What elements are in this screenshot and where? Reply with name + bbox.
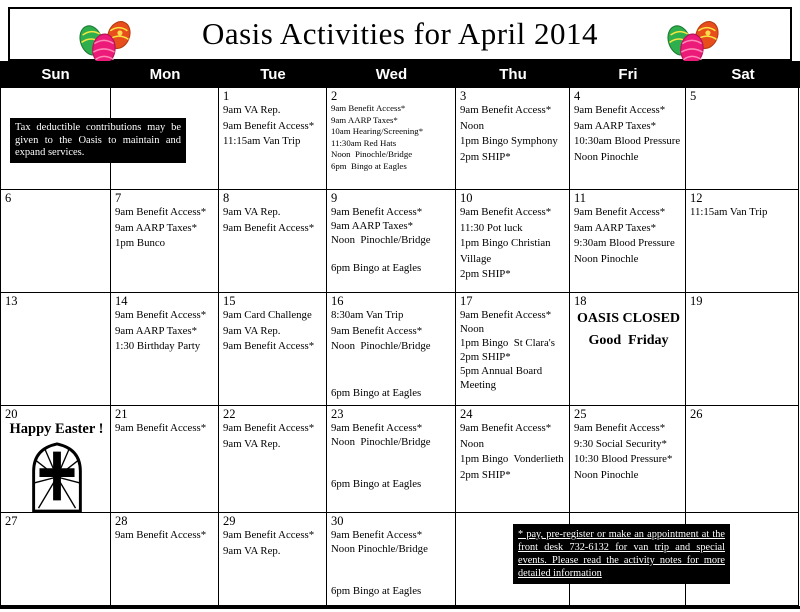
event: 1:30 Birthday Party: [115, 340, 201, 352]
event: 10:30am Blood Pressure: [574, 135, 681, 147]
calendar-cell-5: [686, 88, 799, 190]
event: 9am AARP Taxes*: [115, 221, 198, 234]
calendar-cell-4: [570, 88, 686, 190]
event: 9am Benefit Access*: [460, 104, 552, 116]
event: 6pm Bingo at Eagles: [331, 386, 422, 399]
date-number: 25: [574, 407, 587, 421]
calendar-cell-19: [686, 293, 799, 406]
event: Noon Pinochle/Bridge: [331, 543, 428, 555]
event: Noon Pinochle: [574, 468, 639, 481]
event: Noon: [460, 323, 484, 335]
easter-eggs-icon: [72, 18, 138, 66]
calendar-cell-20: [1, 406, 111, 513]
event: 9am VA Rep.: [223, 104, 281, 116]
event: 9am VA Rep.: [223, 437, 281, 450]
calendar-cell-22: [219, 406, 327, 513]
weekday-sat: Sat: [731, 66, 755, 83]
calendar-cell-2: [327, 88, 456, 190]
date-number: 30: [331, 514, 344, 528]
event: [331, 247, 453, 261]
date-number: 9: [331, 191, 338, 205]
event: 9:30 Social Security*: [574, 437, 667, 450]
event: Noon: [460, 437, 484, 450]
event: 9am Benefit Access*: [574, 206, 666, 218]
event: 9am Benefit Access*: [331, 206, 423, 218]
event: 9am VA Rep.: [223, 544, 281, 557]
title-banner: [8, 7, 792, 61]
page-title: Oasis Activities for April 2014: [201, 16, 599, 51]
event: 9am AARP Taxes*: [115, 324, 198, 337]
date-number: 28: [115, 514, 128, 528]
event: 11:30am Red Hats: [331, 137, 397, 148]
event: 6pm Bingo at Eagles: [331, 478, 422, 490]
date-number: 21: [115, 407, 128, 421]
date-number: 26: [690, 407, 703, 421]
event: 9am Benefit Access*: [460, 206, 552, 218]
event: Noon: [460, 119, 484, 132]
date-number: 23: [331, 407, 344, 421]
event: 9am Benefit Access*: [223, 529, 315, 541]
calendar-cell-14: [111, 293, 219, 406]
event: 9am Benefit Access*: [574, 104, 666, 116]
event: 5pm Annual Board Meeting: [460, 365, 545, 391]
event: 9am AARP Taxes*: [574, 221, 657, 234]
weekday-thu: Thu: [499, 66, 527, 83]
event: 9am Benefit Access*: [331, 422, 423, 434]
event: Noon Pinochle: [574, 150, 639, 163]
date-number: 8: [223, 191, 230, 205]
event: 1pm Bingo Vonderlieth: [460, 453, 564, 465]
cross-window-icon: [29, 440, 85, 513]
calendar-cell-13: [1, 293, 111, 406]
date-number: 13: [5, 294, 18, 308]
date-number: 18: [574, 294, 587, 308]
weekday-fri: Fri: [618, 66, 638, 83]
event: 1pm Bingo Christian Village: [460, 237, 554, 265]
date-number: 15: [223, 294, 236, 308]
weekday-sun: Sun: [41, 66, 70, 83]
calendar-cell-25: [570, 406, 686, 513]
calendar-cell-17: [456, 293, 570, 406]
calendar-cell-15: [219, 293, 327, 406]
event: [331, 570, 453, 584]
event: 6pm Bingo at Eagles: [331, 585, 422, 597]
event: 9am Benefit Access*: [460, 422, 552, 434]
date-number: 11: [574, 191, 587, 205]
event: 9am Benefit Access*: [460, 309, 552, 321]
calendar-cell-18: [570, 293, 686, 406]
date-number: 5: [690, 89, 697, 103]
date-number: 10: [460, 191, 473, 205]
event: Noon Pinochle: [574, 252, 639, 265]
calendar-cell-29: [219, 513, 327, 606]
calendar-cell-7: [111, 190, 219, 293]
date-number: 22: [223, 407, 236, 421]
date-number: 24: [460, 407, 473, 421]
event: 11:30 Pot luck: [460, 221, 523, 234]
calendar-cell-12: [686, 190, 799, 293]
easter-heading: Happy Easter !: [9, 421, 104, 437]
date-number: 20: [5, 407, 18, 421]
date-number: 29: [223, 514, 236, 528]
event: 2pm SHIP*: [460, 468, 511, 481]
event: 8:30am Van Trip: [331, 309, 404, 321]
calendar-cell-9: [327, 190, 456, 293]
cross-window-wrap: [5, 440, 108, 513]
event: 11:15am Van Trip: [690, 206, 768, 218]
calendar-cell-28: [111, 513, 219, 606]
event: 9am VA Rep.: [223, 206, 281, 218]
event: Noon Pinochle/Bridge: [331, 436, 431, 448]
date-number: 7: [115, 191, 122, 205]
event: 9am AARP Taxes*: [331, 220, 414, 232]
date-number: 14: [115, 294, 128, 308]
date-number: 16: [331, 294, 344, 308]
event: OASIS CLOSED: [576, 311, 681, 326]
event: 10am Hearing/Screening*: [331, 126, 424, 136]
date-number: 2: [331, 89, 338, 103]
event: 2pm SHIP*: [460, 150, 511, 163]
calendar-cell-6: [1, 190, 111, 293]
event: Noon Pinochle/Bridge: [331, 149, 413, 159]
event: Good Friday: [588, 333, 669, 348]
event: 9am Benefit Access*: [115, 422, 207, 434]
footer-note: * pay, pre-register or make an appointment at the front desk 732-6132 for van trip and special events. Please read the activity notes for more detailed information: [513, 524, 730, 584]
event: [331, 556, 453, 570]
date-number: 17: [460, 294, 473, 308]
event: 9am Benefit Access*: [223, 422, 315, 434]
date-number: 27: [5, 514, 18, 528]
event: [331, 449, 453, 463]
weekday-mon: Mon: [149, 66, 181, 83]
event: 9am Benefit Access*: [331, 103, 406, 113]
event: 6pm Bingo at Eagles: [331, 160, 407, 171]
calendar-cell-30: [327, 513, 456, 606]
event: [331, 370, 453, 386]
easter-eggs-icon: [660, 18, 726, 66]
calendar-cell-11: [570, 190, 686, 293]
date-number: 1: [223, 89, 230, 103]
event: 2pm SHIP*: [460, 268, 511, 280]
event: 9am VA Rep.: [223, 324, 281, 337]
event: 10:30 Blood Pressure*: [574, 453, 673, 465]
calendar-cell-8: [219, 190, 327, 293]
date-number: 3: [460, 89, 467, 103]
event: 9am Card Challenge: [223, 309, 312, 321]
calendar-cell-21: [111, 406, 219, 513]
event: 9am Benefit Access*: [115, 529, 207, 541]
event: 1pm Bingo St Clara's: [460, 337, 555, 349]
event: 9am Benefit Access*: [223, 119, 315, 132]
event: 2pm SHIP*: [460, 351, 511, 363]
date-number: 19: [690, 294, 703, 308]
event: Noon Pinochle/Bridge: [331, 340, 431, 352]
date-number: 4: [574, 89, 581, 103]
event: [331, 463, 453, 477]
event: 1pm Bunco: [115, 237, 166, 249]
event: 9:30am Blood Pressure: [574, 237, 675, 249]
event: 9am AARP Taxes*: [331, 114, 398, 125]
calendar-cell-1: [219, 88, 327, 190]
date-number: 12: [690, 191, 703, 205]
weekday-header: [0, 61, 800, 88]
event: 9am Benefit Access*: [115, 206, 207, 218]
event: 9am Benefit Access*: [331, 529, 423, 541]
calendar-cell-27: [1, 513, 111, 606]
event: 9am Benefit Access*: [115, 309, 207, 321]
tax-note: Tax deductible contributions may be given to the Oasis to maintain and expand services.: [10, 118, 186, 163]
event: 9am Benefit Access*: [223, 221, 315, 234]
event: 9am Benefit Access*: [223, 340, 315, 352]
calendar-cell-3: [456, 88, 570, 190]
calendar-cell-26: [686, 406, 799, 513]
date-number: 6: [5, 191, 12, 205]
weekday-tue: Tue: [260, 66, 286, 83]
calendar-cell-23: [327, 406, 456, 513]
event: 9am AARP Taxes*: [574, 119, 657, 132]
event: [331, 355, 453, 371]
event: 1pm Bingo Symphony: [460, 135, 558, 147]
event: 9am Benefit Access*: [574, 422, 666, 434]
weekday-wed: Wed: [375, 66, 408, 83]
event: 11:15am Van Trip: [223, 135, 301, 147]
event: Noon Pinochle/Bridge: [331, 234, 431, 246]
calendar-cell-10: [456, 190, 570, 293]
calendar-cell-16: [327, 293, 456, 406]
event: 6pm Bingo at Eagles: [331, 262, 422, 274]
event: 9am Benefit Access*: [331, 324, 423, 337]
calendar-cell-24: [456, 406, 570, 513]
